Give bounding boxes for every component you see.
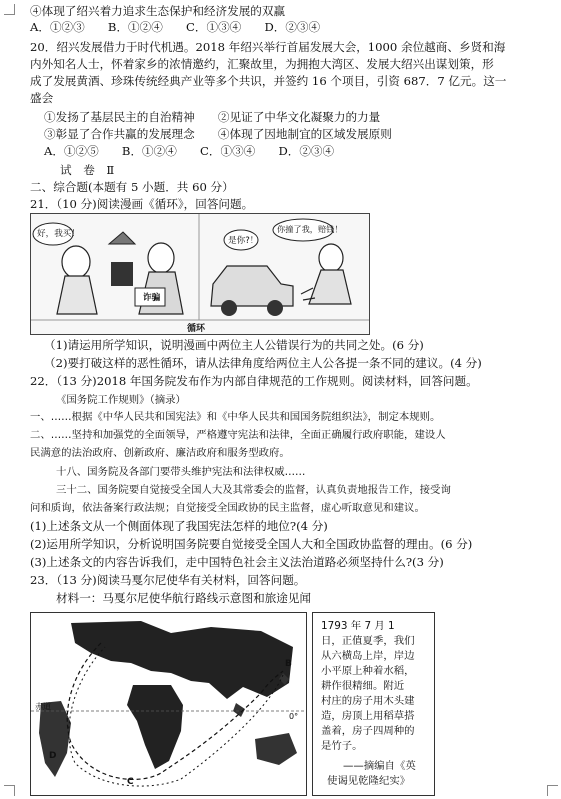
notes-line-6: 村庄的房子用木头建	[321, 695, 415, 707]
q21-stem: 21．（10 分)阅读漫画《循环》，回答问题。	[30, 197, 254, 211]
map-label-a: A	[61, 665, 68, 675]
q21-sub2: （2)要打破这样的恶性循环，请从法律角度给两位主人公各提一条不同的建议。(4 分)	[44, 356, 482, 370]
material-one-title: 材料一：马戛尔尼使华航行路线示意图和旅途见闻	[56, 591, 312, 605]
material-item-2-line1: 二、……坚持和加强党的全面领导，严格遵守宪法和法律，全面正确履行政府职能，建设人	[30, 429, 446, 441]
voyage-route-map	[30, 612, 307, 796]
q22-sub1: (1)上述条文从一个侧面体现了我国宪法怎样的地位?(4 分)	[30, 519, 328, 533]
bubble-left-text: 好，我买！	[37, 229, 80, 239]
material-item-1: 一、……根据《中华人民共和国宪法》和《中华人民共和国国务院组织法》，制定本规则。	[30, 411, 441, 423]
material-item-18: 十八、国务院及各部门要带头维护宪法和法律权威……	[56, 466, 306, 478]
q22-sub3: (3)上述条文的内容告诉我们，走中国特色社会主义法治道路必须坚持什么?(3 分)	[30, 555, 444, 569]
bubble-right-text: 你撞了我，赔钱！	[277, 224, 343, 234]
map-label-d: D	[49, 751, 57, 761]
notes-line-3: 从六横岛上岸，岸边	[321, 650, 415, 662]
q22-stem: 22．（13 分)2018 年国务院发布作为内部自律规范的工作规则。阅读材料，回答问题。	[30, 374, 478, 388]
notes-source-2: 使谒见乾隆纪实》	[327, 775, 411, 787]
q20-stem-line1: 20．绍兴发展借力于时代机遇。2018 年绍兴举行首届发展大会，1000 余位越商、乡贤和海	[30, 40, 506, 54]
material-item-32-line1: 三十二、国务院要自觉接受全国人大及其常委会的监督，认真负责地报告工作，接受询	[56, 484, 451, 496]
q21-sub1: （1)请运用所学知识，说明漫画中两位主人公错误行为的共同之处。(6 分)	[44, 338, 424, 352]
notes-line-4: 小平原上种着水稻，	[321, 665, 415, 677]
cartoon-figure	[30, 213, 370, 335]
q20-stem-line3: 成了发展黄酒、珍珠传统经典产业等多个共识，并签约 16 个项目，引资 687．7 亿元。这一	[30, 74, 507, 88]
map-label-b: B	[285, 659, 292, 669]
corner-mark-bottom-right	[547, 785, 558, 796]
material-item-32-line2: 问和质询，依法备案行政法规；自觉接受全国政协的民主监督，虚心听取意见和建议。	[30, 502, 425, 514]
corner-mark-top-left	[4, 4, 15, 15]
map-label-equator: 赤道	[35, 702, 51, 711]
q20-answer-options: A．①②⑤ B．①②④ C．①③④ D．②③④	[44, 144, 335, 158]
q20-stem-line2: 内外知名人士，怀着家乡的浓情邀约，汇聚故里，为拥抱大湾区、发展大绍兴出谋划策，形	[30, 57, 494, 71]
section-title-paper-2: 试 卷 Ⅱ	[60, 163, 115, 177]
q20-statements-34: ③彰显了合作共赢的发展理念 ④体现了因地制宜的区域发展原则	[44, 127, 392, 141]
map-illustration	[31, 613, 306, 795]
q20-statements-12: ①发扬了基层民主的自治精神 ②见证了中华文化凝聚力的力量	[44, 110, 381, 124]
section-heading: 二、综合题(本题有 5 小题．共 60 分）	[30, 180, 234, 194]
q23-stem: 23．（13 分)阅读马戛尔尼使华有关材料，回答问题。	[30, 573, 306, 587]
material-title: 《国务院工作规则》（摘录）	[56, 394, 186, 406]
notes-line-7: 造，房顶上用稻草搭	[321, 710, 415, 722]
q22-sub2: (2)运用所学知识，分析说明国务院要自觉接受全国人大和全国政协监督的理由。(6 分)	[30, 537, 473, 551]
q20-stem-line4: 盛会	[30, 91, 54, 105]
travel-notes-box	[312, 612, 435, 796]
option-4-text: ④体现了绍兴着力追求生态保护和经济发展的双赢	[30, 4, 286, 18]
map-label-zero-degree: 0°	[289, 712, 299, 721]
cartoon-caption: 循环	[187, 324, 206, 334]
bubble-middle-text: 是你?！	[228, 236, 259, 246]
corner-mark-bottom-left	[4, 785, 15, 796]
notes-source-1: ——摘编自《英	[343, 760, 416, 772]
q19-answer-options: A．①②③ B．①②④ C．①③④ D．②③④	[30, 20, 321, 34]
notes-line-5: 耕作很精细。附近	[321, 680, 405, 692]
notes-line-8: 盖着，房子四周种的	[321, 725, 415, 737]
notes-line-1: 1793 年 7 月 1	[321, 620, 395, 632]
sign-text: 诈骗	[143, 293, 161, 303]
notes-line-9: 是竹子。	[321, 740, 363, 752]
notes-line-2: 日，正值夏季，我们	[321, 635, 415, 647]
map-label-c: C	[127, 777, 134, 787]
material-item-2-line2: 民满意的法治政府、创新政府、廉洁政府和服务型政府。	[30, 447, 290, 459]
